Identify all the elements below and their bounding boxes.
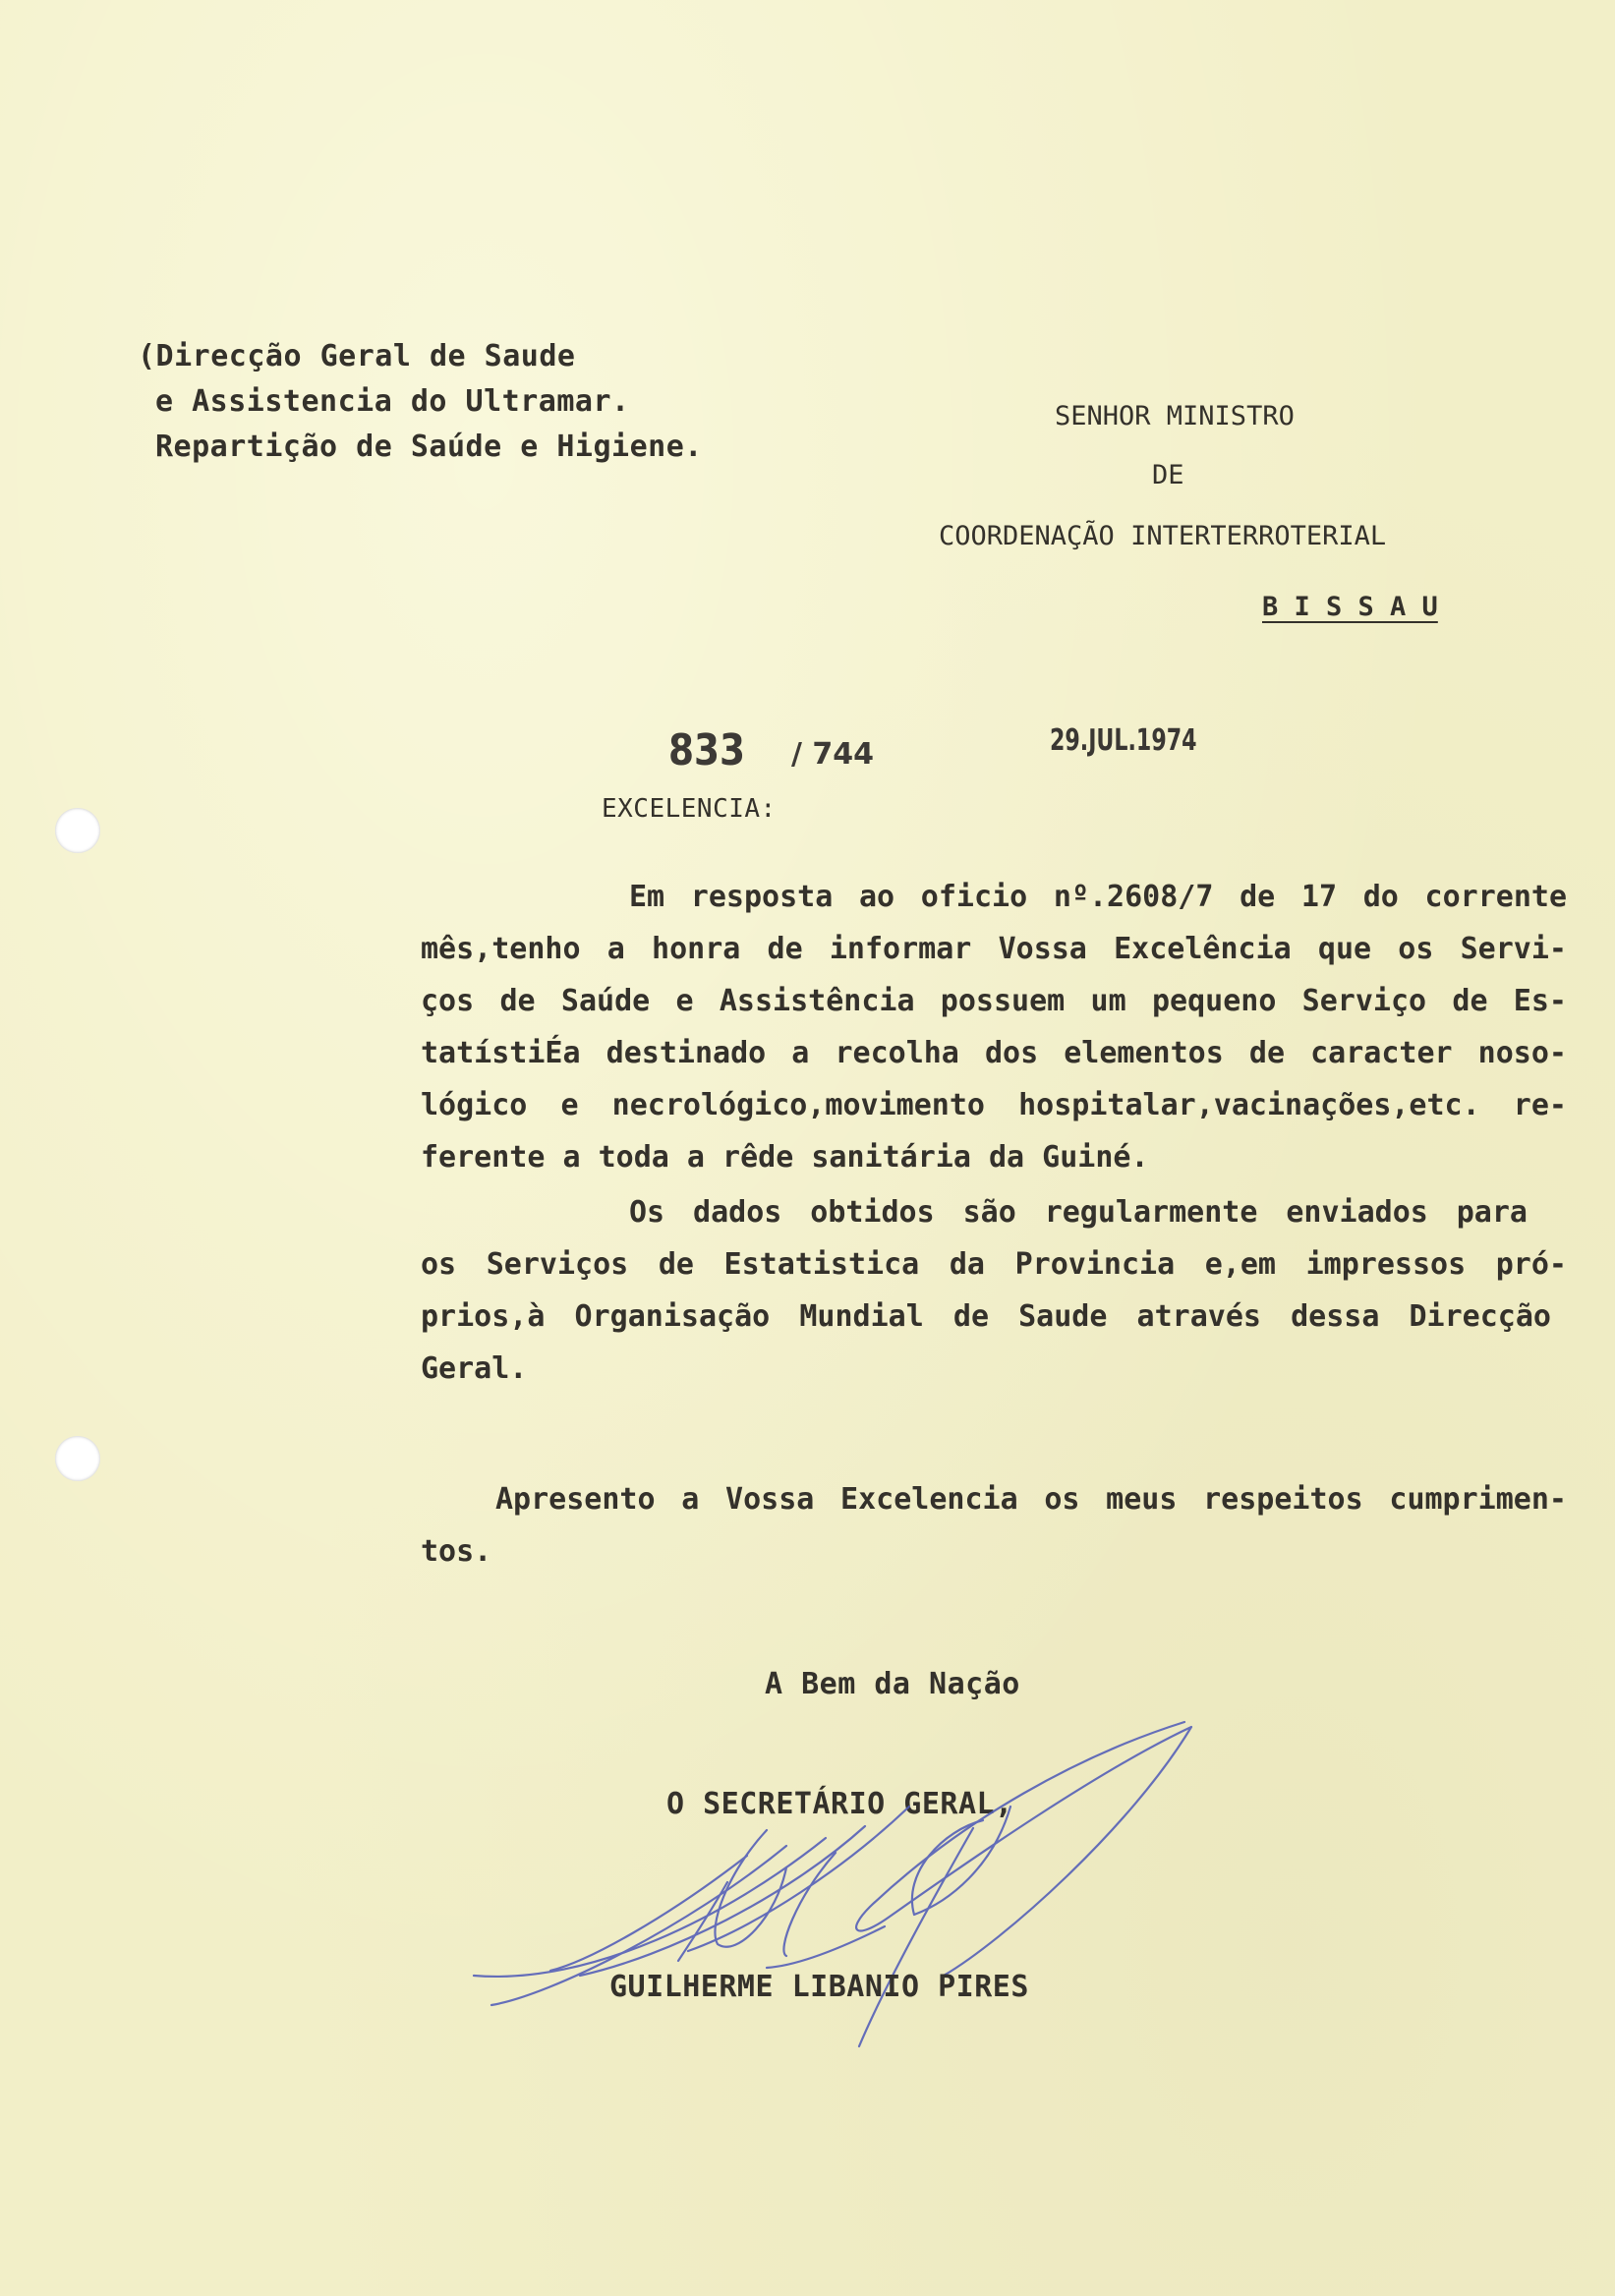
body-line: Em resposta ao oficio nº.2608/7 de 17 do corrente	[629, 880, 1567, 914]
reference-number: 833	[668, 725, 746, 775]
salutation: EXCELENCIA:	[602, 794, 777, 824]
sender-line-3: Repartição de Saúde e Higiene.	[155, 430, 703, 464]
body-line: lógico e necrológico,movimento hospitalar,vacinações,etc. re-	[421, 1088, 1567, 1122]
signatory-title: O SECRETÁRIO GERAL,	[666, 1787, 1013, 1821]
body-line: Apresento a Vossa Excelencia os meus respeitos cumprimen-	[495, 1482, 1567, 1517]
sender-line-2: e Assistencia do Ultramar.	[155, 384, 630, 419]
addressee-line-2: DE	[1152, 460, 1184, 490]
punch-hole-bottom	[55, 1436, 100, 1481]
body-line: Os dados obtidos são regularmente enviados para	[629, 1195, 1528, 1230]
sender-block	[138, 334, 703, 470]
body-line: tatístiÉa destinado a recolha dos elementos de caracter noso-	[421, 1036, 1567, 1070]
body-line: tos.	[421, 1534, 492, 1569]
body-line: os Serviços de Estatistica da Provincia e,em impressos pró-	[421, 1247, 1567, 1282]
punch-hole-top	[55, 808, 100, 853]
date-stamp: 29.JUL.1974	[1050, 723, 1197, 758]
body-line: ços de Saúde e Assistência possuem um pequeno Serviço de Es-	[421, 984, 1567, 1018]
signatory-name: GUILHERME LIBANIO PIRES	[609, 1970, 1029, 2004]
addressee-city: B I S S A U	[1262, 592, 1438, 622]
body-line: prios,à Organisação Mundial de Saude através dessa Direcção	[421, 1299, 1551, 1334]
body-line: mês,tenho a honra de informar Vossa Excelência que os Servi-	[421, 932, 1567, 966]
sender-line-1: (Direcção Geral de Saude	[138, 339, 576, 373]
addressee-line-3: COORDENAÇÃO INTERTERROTERIAL	[939, 521, 1387, 551]
closing-formula: A Bem da Nação	[765, 1667, 1020, 1701]
reference-sub-number: / 744	[791, 737, 875, 772]
addressee-line-1: SENHOR MINISTRO	[1055, 401, 1295, 431]
body-line: ferente a toda a rêde sanitária da Guiné.	[421, 1140, 1149, 1175]
body-line: Geral.	[421, 1351, 528, 1386]
